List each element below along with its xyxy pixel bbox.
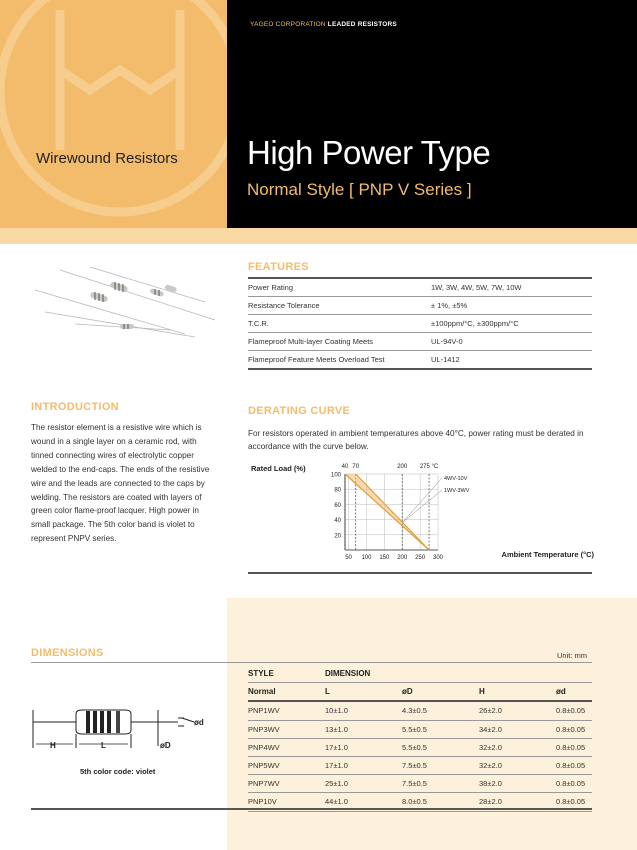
features-heading: FEATURES — [248, 261, 309, 273]
feature-value: ± 1%, ±5% — [431, 297, 592, 315]
dimensions-table — [248, 665, 592, 812]
feature-label: T.C.R. — [248, 315, 431, 333]
table-cell: 4.3±0.5 — [402, 701, 479, 720]
x-tick-label: 150 — [379, 555, 390, 561]
table-cell: 0.8±0.05 — [556, 720, 592, 738]
derating-chart — [248, 458, 598, 578]
y-tick-label: 80 — [334, 487, 341, 494]
table-cell: 0.8±0.05 — [556, 793, 592, 811]
table-cell: 7.5±0.5 — [402, 756, 479, 774]
table-cell: 10±1.0 — [325, 701, 402, 720]
column-header: ød — [556, 683, 592, 702]
plot-area — [331, 464, 470, 561]
product-photo — [20, 262, 220, 344]
feature-value: UL-1412 — [431, 351, 592, 370]
column-header: øD — [402, 683, 479, 702]
table-cell: 26±2.0 — [479, 701, 556, 720]
table-row — [248, 738, 592, 756]
table-row — [248, 297, 592, 315]
top-tick-label: 200 — [397, 464, 408, 470]
feature-value: 1W, 3W, 4W, 5W, 7W, 10W — [431, 279, 592, 297]
column-header: H — [479, 683, 556, 702]
table-cell: 7.5±0.5 — [402, 775, 479, 793]
table-cell: 0.8±0.05 — [556, 775, 592, 793]
x-tick-label: 250 — [415, 555, 426, 561]
company-name: YAGEO CORPORATION — [250, 21, 326, 28]
table-cell: PNP10V — [248, 793, 325, 811]
dimension-drawing — [28, 700, 228, 760]
y-tick-label: 60 — [334, 502, 341, 509]
table-cell: 44±1.0 — [325, 793, 402, 811]
dimensions-bottom-rule — [31, 808, 592, 810]
dimension-header: DIMENSION — [325, 665, 592, 683]
table-row — [248, 720, 592, 738]
legend-leader — [402, 478, 442, 523]
category-name: LEADED RESISTORS — [327, 21, 397, 28]
top-tick-label: 40 — [341, 464, 349, 470]
y-tick-label: 100 — [330, 472, 341, 479]
table-cell: 28±2.0 — [479, 793, 556, 811]
dim-label-h: H — [50, 741, 56, 750]
feature-label: Resistance Tolerance — [248, 297, 431, 315]
introduction-heading: INTRODUCTION — [31, 401, 119, 413]
legend-label: 4WV-10V — [444, 476, 468, 482]
dimensions-heading: DIMENSIONS — [31, 647, 104, 659]
watermark-logo-icon — [0, 0, 227, 228]
derating-heading: DERATING CURVE — [248, 405, 351, 417]
x-tick-label: 50 — [345, 555, 352, 561]
x-tick-label: 200 — [397, 555, 408, 561]
table-cell: PNP7WV — [248, 775, 325, 793]
table-row — [248, 756, 592, 774]
series-title: Wirewound Resistors — [36, 150, 178, 167]
table-cell: PNP3WV — [248, 720, 325, 738]
dim-label-l: L — [101, 741, 106, 750]
top-label — [250, 21, 397, 28]
table-cell: 17±1.0 — [325, 756, 402, 774]
table-header-row — [248, 665, 592, 683]
x-tick-label: 300 — [432, 555, 444, 561]
page-title: High Power Type — [247, 134, 491, 171]
table-cell: 0.8±0.05 — [556, 701, 592, 720]
table-cell: PNP4WV — [248, 738, 325, 756]
x-tick-label: 100 — [361, 555, 372, 561]
dimensions-rule — [31, 662, 592, 663]
page-subtitle: Normal Style [ PNP V Series ] — [247, 180, 472, 199]
table-cell: 32±2.0 — [479, 738, 556, 756]
dim-label-d: øD — [160, 741, 171, 750]
top-tick-label: 70 — [352, 464, 360, 470]
feature-value: ±100ppm/°C, ±300ppm/°C — [431, 315, 592, 333]
table-cell: 32±2.0 — [479, 756, 556, 774]
unit-label: Unit: mm — [557, 651, 587, 660]
table-row — [248, 279, 592, 297]
y-tick-label: 20 — [334, 533, 341, 540]
feature-value: UL-94V-0 — [431, 333, 592, 351]
table-cell: 17±1.0 — [325, 738, 402, 756]
x-axis-label: Ambient Temperature (°C) — [501, 550, 594, 559]
table-row — [248, 701, 592, 720]
column-header: Normal — [248, 683, 325, 702]
legend-leader — [402, 490, 442, 523]
header-band — [0, 228, 637, 244]
table-cell: PNP5WV — [248, 756, 325, 774]
feature-label: Flameproof Feature Meets Overload Test — [248, 351, 431, 370]
table-cell: PNP1WV — [248, 701, 325, 720]
table-row — [248, 333, 592, 351]
table-cell: 25±1.0 — [325, 775, 402, 793]
table-cell: 0.8±0.05 — [556, 738, 592, 756]
table-cell: 13±1.0 — [325, 720, 402, 738]
drawing-caption: 5th color code: violet — [80, 767, 156, 776]
table-cell: 8.0±0.5 — [402, 793, 479, 811]
table-row — [248, 351, 592, 370]
legend-label: 1WV-3WV — [444, 488, 470, 494]
style-header: STYLE — [248, 665, 325, 683]
table-cell: 5.5±0.5 — [402, 720, 479, 738]
series-line — [356, 474, 429, 550]
dim-label-lead: ød — [194, 718, 204, 727]
table-cell: 34±2.0 — [479, 720, 556, 738]
table-header-row — [248, 683, 592, 702]
top-tick-label: 275 °C — [419, 464, 439, 470]
feature-label: Flameproof Multi-layer Coating Meets — [248, 333, 431, 351]
table-cell: 0.8±0.05 — [556, 756, 592, 774]
feature-label: Power Rating — [248, 279, 431, 297]
series-line — [345, 474, 429, 550]
header-accent-panel — [0, 0, 227, 228]
table-cell: 5.5±0.5 — [402, 738, 479, 756]
column-header: L — [325, 683, 402, 702]
table-row — [248, 315, 592, 333]
table-row — [248, 775, 592, 793]
table-cell: 38±2.0 — [479, 775, 556, 793]
features-table — [248, 279, 592, 370]
introduction-text: The resistor element is a resistive wire which is wound in a single layer on a ceramic rod, with tinned connecting wires of electrolytic copper welded to the end-caps. The ends of the resistive wire and the leads are connected to the caps by welding. The resistors are coated with layers of green color flame-proof lacquer. High power in small package. The 5th color band is violet to represent PNPV series. — [31, 423, 210, 544]
y-axis-label: Rated Load (%) — [251, 464, 306, 473]
derating-text: For resistors operated in ambient temperatures above 40°C, power rating must be derated in accordance with the curve below. — [248, 429, 584, 451]
y-tick-label: 40 — [334, 518, 341, 525]
